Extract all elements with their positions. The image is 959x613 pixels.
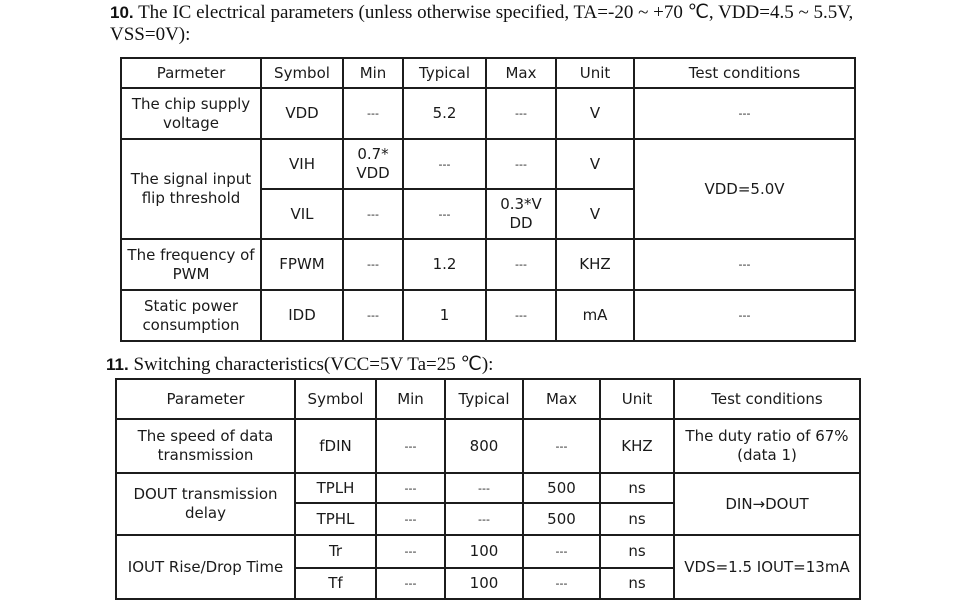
parameter-cell: The speed of data transmission (116, 419, 295, 473)
symbol-cell: Tf (295, 568, 376, 599)
header-cell: Max (486, 58, 556, 88)
min-cell: --- (343, 88, 403, 139)
min-cell: --- (376, 535, 445, 568)
symbol-cell: VDD (261, 88, 343, 139)
max-cell: --- (523, 535, 600, 568)
header-cell: Typical (445, 379, 523, 419)
unit-cell: V (556, 189, 634, 239)
table-row (121, 88, 855, 139)
max-cell: --- (486, 239, 556, 290)
test-conditions-cell: VDS=1.5 IOUT=13mA (674, 535, 860, 599)
unit-cell: ns (600, 503, 674, 535)
table-row (116, 535, 860, 568)
max-cell: 0.3*V DD (486, 189, 556, 239)
parameter-cell: IOUT Rise/Drop Time (116, 535, 295, 599)
header-cell: Min (376, 379, 445, 419)
min-cell: --- (376, 503, 445, 535)
unit-cell: V (556, 139, 634, 189)
header-cell: Test conditions (674, 379, 860, 419)
min-cell: --- (376, 568, 445, 599)
max-cell: --- (523, 568, 600, 599)
unit-cell: ns (600, 535, 674, 568)
section-10-heading (110, 2, 910, 46)
max-cell: 500 (523, 503, 600, 535)
unit-cell: KHZ (600, 419, 674, 473)
electrical-parameters-table (120, 57, 856, 342)
section-10-number: 10. (110, 3, 134, 22)
symbol-cell: VIL (261, 189, 343, 239)
table-row (116, 473, 860, 503)
typical-cell: 1 (403, 290, 486, 341)
test-conditions-cell: DIN→DOUT (674, 473, 860, 535)
max-cell: 500 (523, 473, 600, 503)
test-conditions-cell: --- (634, 239, 855, 290)
typical-cell: 5.2 (403, 88, 486, 139)
header-cell: Min (343, 58, 403, 88)
unit-cell: ns (600, 473, 674, 503)
unit-cell: V (556, 88, 634, 139)
typical-cell: --- (445, 503, 523, 535)
parameter-cell: The chip supply voltage (121, 88, 261, 139)
section-11-title: Switching characteristics(VCC=5V Ta=25 ℃): (133, 354, 494, 375)
header-cell: Unit (600, 379, 674, 419)
symbol-cell: VIH (261, 139, 343, 189)
test-conditions-cell: VDD=5.0V (634, 139, 855, 239)
table-row (121, 290, 855, 341)
table-row (116, 419, 860, 473)
header-cell: Parameter (116, 379, 295, 419)
min-cell: 0.7* VDD (343, 139, 403, 189)
symbol-cell: FPWM (261, 239, 343, 290)
typical-cell: 100 (445, 568, 523, 599)
header-cell: Test conditions (634, 58, 855, 88)
symbol-cell: Tr (295, 535, 376, 568)
typical-cell: 100 (445, 535, 523, 568)
symbol-cell: IDD (261, 290, 343, 341)
min-cell: --- (343, 239, 403, 290)
symbol-cell: fDIN (295, 419, 376, 473)
max-cell: --- (486, 88, 556, 139)
min-cell: --- (376, 419, 445, 473)
test-conditions-cell: The duty ratio of 67% (data 1) (674, 419, 860, 473)
table-row (121, 139, 855, 189)
symbol-cell: TPLH (295, 473, 376, 503)
unit-cell: KHZ (556, 239, 634, 290)
max-cell: --- (486, 139, 556, 189)
section-10-title: The IC electrical parameters (unless otherwise specified, TA=-20 ~ +70 ℃, VDD=4.5 ~ 5.5V, VSS=0V): (110, 2, 854, 45)
typical-cell: 1.2 (403, 239, 486, 290)
test-conditions-cell: --- (634, 88, 855, 139)
typical-cell: --- (403, 189, 486, 239)
header-cell: Max (523, 379, 600, 419)
test-conditions-cell: --- (634, 290, 855, 341)
parameter-cell: DOUT transmission delay (116, 473, 295, 535)
symbol-cell: TPHL (295, 503, 376, 535)
unit-cell: mA (556, 290, 634, 341)
header-cell: Symbol (295, 379, 376, 419)
unit-cell: ns (600, 568, 674, 599)
section-11-number: 11. (106, 355, 129, 374)
parameter-cell: The frequency of PWM (121, 239, 261, 290)
header-cell: Parmeter (121, 58, 261, 88)
parameter-cell: The signal input flip threshold (121, 139, 261, 239)
max-cell: --- (486, 290, 556, 341)
typical-cell: --- (403, 139, 486, 189)
parameter-cell: Static power consumption (121, 290, 261, 341)
table-header-row (116, 379, 860, 419)
typical-cell: 800 (445, 419, 523, 473)
section-11-heading (106, 354, 493, 376)
table-row (121, 239, 855, 290)
typical-cell: --- (445, 473, 523, 503)
header-cell: Typical (403, 58, 486, 88)
header-cell: Unit (556, 58, 634, 88)
min-cell: --- (376, 473, 445, 503)
min-cell: --- (343, 189, 403, 239)
header-cell: Symbol (261, 58, 343, 88)
switching-characteristics-table (115, 378, 861, 600)
min-cell: --- (343, 290, 403, 341)
table-header-row (121, 58, 855, 88)
max-cell: --- (523, 419, 600, 473)
